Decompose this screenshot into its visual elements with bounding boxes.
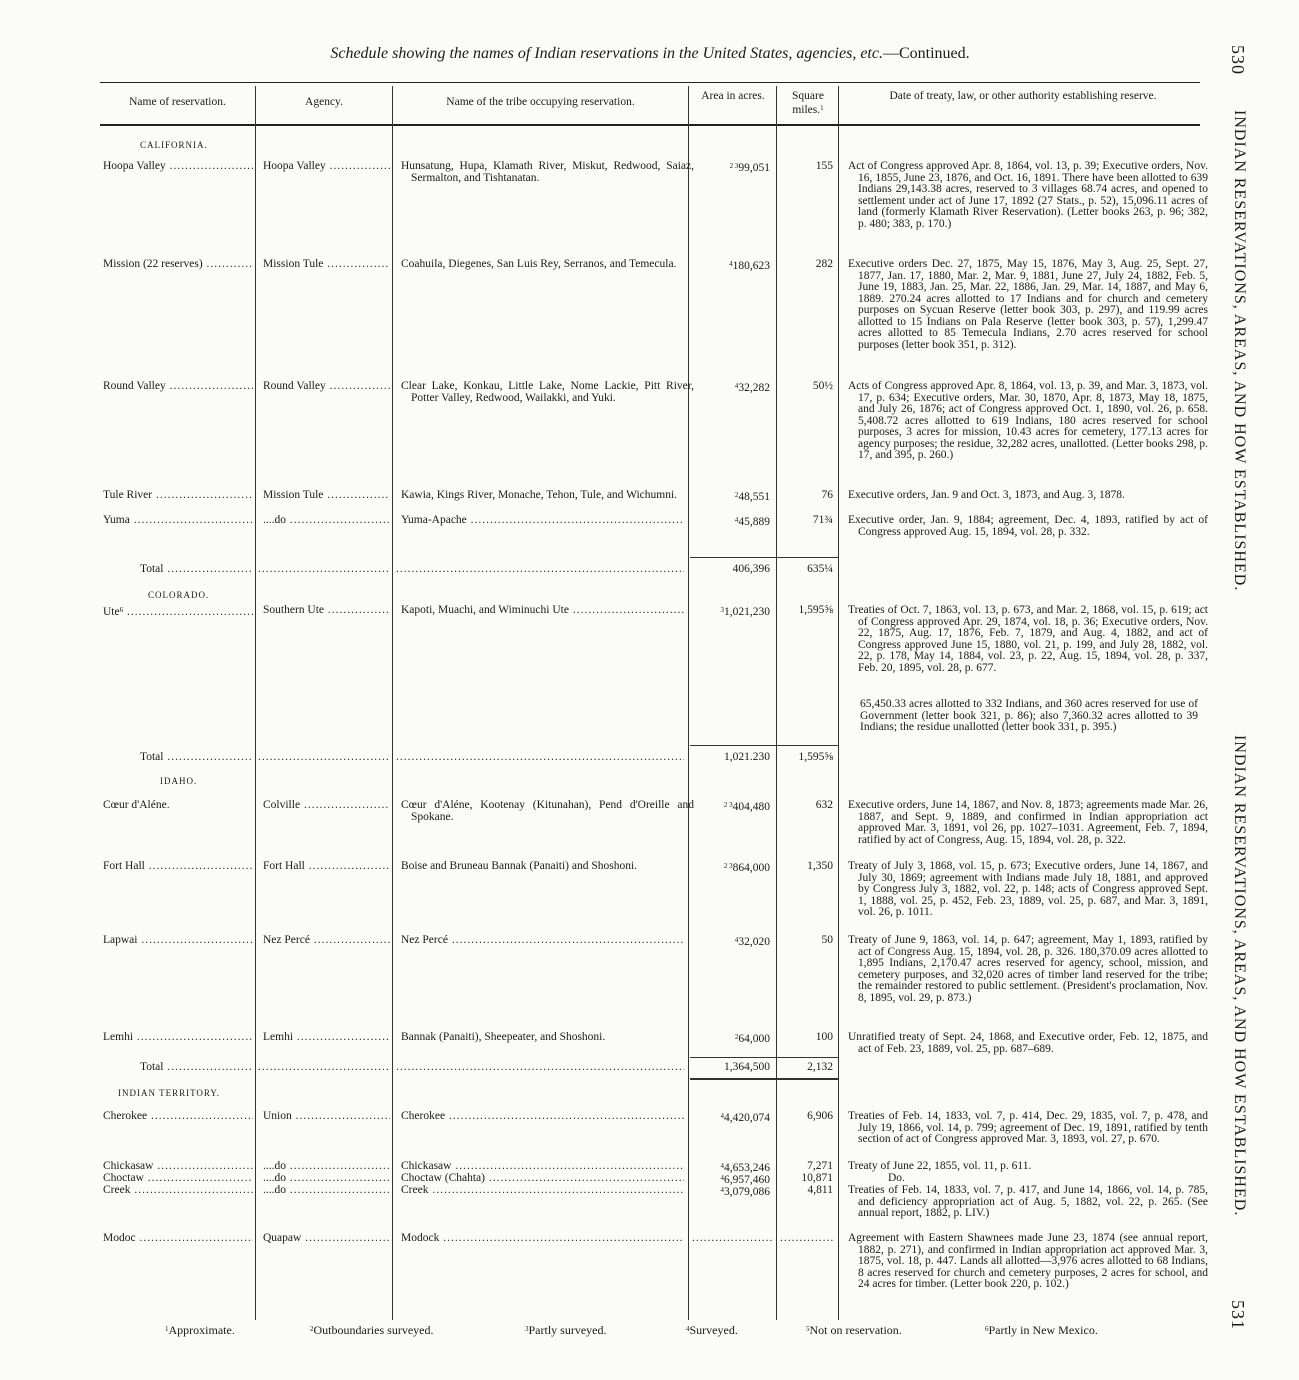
running-header (1218, 45, 1248, 1355)
area-acres: $^3$1,021,230 (720, 606, 770, 618)
square-miles-leader (780, 1233, 835, 1245)
page-number-top: 530 (1228, 45, 1248, 75)
agency-name: Hoopa Valley ..... (263, 161, 390, 173)
state-heading-colorado: COLORADO. (148, 590, 210, 600)
total-rule (690, 557, 838, 558)
area-acres: $^{2 3}$404,480 (723, 801, 770, 813)
footnote: $^1$Approximate. (165, 1323, 235, 1337)
authority-text: Unratified treaty of Sept. 24, 1868, and Executive order, Feb. 12, 1875, and act of Feb. 23, 1889, vol. 25, pp. 687–689. (848, 1031, 1208, 1055)
square-miles: 1,595⅝ (798, 604, 833, 616)
total-leader (396, 1062, 684, 1074)
total-area: 1,364,500 (724, 1061, 770, 1073)
authority-text: Do. (888, 1172, 905, 1184)
square-miles: 76 (821, 489, 833, 501)
area-acres: $^{2 3}$864,000 (723, 862, 770, 874)
area-acres: $^4$4,653,246 (720, 1162, 770, 1174)
agency-name: Union ..... (263, 1111, 390, 1123)
footnote: $^2$Outboundaries surveyed. (310, 1323, 434, 1337)
authority-text: Executive orders, Jan. 9 and Oct. 3, 1873, and Aug. 3, 1878. (848, 489, 1125, 501)
reservation-name: Chickasaw ..... (103, 1161, 253, 1173)
area-acres: $^4$45,889 (734, 516, 770, 528)
column-divider (776, 86, 777, 1320)
agency-name: Lemhi ..... (263, 1032, 390, 1044)
authority-text: Executive order, Jan. 9, 1884; agreement, Dec. 4, 1893, ratified by act of Congress approved Aug. 15, 1894, vol. 28, p. 332. (848, 514, 1208, 538)
table-header-rule (100, 124, 1200, 126)
total-double-rule (690, 1078, 838, 1080)
tribe-names: Cherokee ..... (401, 1111, 684, 1123)
total-leader (258, 1062, 390, 1074)
reservation-name: Lemhi ..... (103, 1032, 253, 1044)
column-divider (392, 86, 393, 1320)
reservation-name: Hoopa Valley ..... (103, 161, 253, 173)
footnote: $^4$Surveyed. (686, 1323, 738, 1337)
total-leader (258, 564, 390, 576)
agency-name: ....do ..... (263, 1161, 390, 1173)
agency-name: Southern Ute ..... (263, 605, 390, 617)
tribe-names: Kapoti, Muachi, and Wiminuchi Ute ..... (401, 605, 684, 617)
reservation-name: Tule River ..... (103, 490, 253, 502)
col-header-name: Name of reservation. (129, 96, 226, 108)
agency-name: Round Valley ..... (263, 381, 390, 393)
authority-text: Treaty of June 9, 1863, vol. 14, p. 647; agreement, May 1, 1893, ratified by act of Congress Aug. 15, 1894, vol. 28, p. 326. 180,370.09 acres allotted to 1,895 Indians, 2,170.47 acres reserved for agency, school, mission, and cemetery purposes, and 32,020 acres of timber land reserved for the tribe; the remainder restored to public settlement. (President's proclamation, Nov. 8, 1895, vol. 29, p. 873.) (848, 934, 1208, 1004)
footnote: $^6$Partly in New Mexico. (985, 1323, 1098, 1337)
area-acres: $^2$64,000 (734, 1033, 770, 1045)
total-label: Total ..... (140, 1062, 253, 1074)
area-acres: $^4$32,282 (734, 382, 770, 394)
authority-text: Treaties of Feb. 14, 1833, vol. 7, p. 414, Dec. 29, 1835, vol. 7, p. 478, and July 19, 1866, vol. 14, p. 799; agreement of Dec. 19, 1891, ratified by tenth section of act of Congress approved Mar. 3, 1893, vol. 27, p. 670. (848, 1110, 1208, 1145)
authority-text: Acts of Congress approved Apr. 8, 1864, vol. 13, p. 39, and Mar. 3, 1873, vol. 17, p. 634; Executive orders, Mar. 30, 1870, Apr. 8, 1873, May 18, 1875, and July 26, 1876; act of Congress approved Oct. 1, 1890, vol. 26, p. 658. 5,408.72 acres allotted to 619 Indians, 180 acres reserved for school purposes, 3 acres for mission, 10.43 acres for cemetery, 177.13 acres for agency purposes; the residue, 32,282 acres, unallotted. (Letter books 298, p. 17, and 395, p. 260.) (848, 380, 1209, 461)
total-square-miles: 635¼ (807, 563, 833, 575)
agency-name: ....do ..... (263, 1185, 390, 1197)
reservation-name: Modoc ..... (103, 1233, 253, 1245)
authority-text: Executive orders, June 14, 1867, and Nov. 8, 1873; agreements made Mar. 26, 1887, and Sept. 9, 1889, and confirmed in Indian appropriation act approved Mar. 3, 1891, vol 26, pp. 1027–1031. Agreement, Feb. 7, 1894, ratified by act of Congress, Aug. 15, 1894, vol. 28, p. 322. (848, 799, 1208, 846)
reservation-name: Cherokee ..... (103, 1111, 253, 1123)
total-leader (396, 752, 684, 764)
tribe-names: Nez Percé ..... (401, 935, 684, 947)
tribe-names: Kawia, Kings River, Monache, Tehon, Tule, and Wichumni. (401, 489, 678, 501)
area-acres: $^2$48,551 (734, 491, 770, 503)
agency-name: Fort Hall ..... (263, 861, 390, 873)
col-header-agency: Agency. (305, 96, 343, 108)
square-miles: 6,906 (807, 1110, 833, 1122)
reservation-name: Cœur d'Aléne. (103, 799, 170, 811)
area-acres: $^4$6,957,460 (720, 1174, 770, 1186)
tribe-names: Yuma-Apache ..... (401, 515, 684, 527)
square-miles: 632 (815, 799, 833, 811)
reservation-name: Lapwai ..... (103, 935, 253, 947)
agency-name: Quapaw ..... (263, 1233, 390, 1245)
total-leader (396, 564, 684, 576)
area-acres: $^4$3,079,086 (720, 1186, 770, 1198)
col-header-square-miles: Square miles.$^1$ (792, 90, 824, 116)
square-miles: 10,871 (801, 1172, 833, 1184)
square-miles: 50 (821, 934, 833, 946)
tribe-names: Chickasaw ..... (401, 1161, 684, 1173)
total-square-miles: 2,132 (807, 1061, 833, 1073)
authority-text: Treaties of Feb. 14, 1833, vol. 7, p. 417, and June 14, 1866, vol. 14, p. 785, and deficiency appropriation act of Aug. 5, 1882, vol. 22, p. 265. (See annual report, 1882, p. LIV.) (848, 1184, 1208, 1219)
authority-text: Agreement with Eastern Shawnees made June 23, 1874 (see annual report, 1882, p. 271), and confirmed in Indian appropriation act approved Mar. 3, 1875, vol. 18, p. 447. Lands all allotted—3,976 acres allotted to 68 Indians, 8 acres reserved for church and cemetery purposes, 2 acres for school, and 24 acres for timber. (Letter book 220, p. 102.) (848, 1232, 1208, 1290)
page-title: Schedule showing the names of Indian reservations in the United States, agencies, etc.—Continued. (330, 45, 970, 62)
total-square-miles: 1,595⅝ (798, 751, 833, 763)
area-acres: $^4$32,020 (734, 936, 770, 948)
agency-name: Colville ..... (263, 800, 390, 812)
square-miles: 71¾ (812, 514, 833, 526)
reservation-name: Choctaw ..... (103, 1173, 253, 1185)
running-header-top: INDIAN RESERVATIONS, AREAS, AND HOW ESTABLISHED. (1231, 110, 1248, 592)
tribe-names: Bannak (Panaiti), Sheepeater, and Shoshoni. (401, 1031, 606, 1043)
agency-name: Nez Percé ..... (263, 935, 390, 947)
state-heading-idaho: IDAHO. (160, 776, 198, 786)
footnote: $^3$Partly surveyed. (525, 1323, 607, 1337)
column-divider (255, 86, 256, 1320)
total-rule (690, 1057, 838, 1058)
total-label: Total ..... (140, 752, 253, 764)
square-miles: 4,811 (807, 1184, 833, 1196)
agency-name: ....do ..... (263, 1173, 390, 1185)
square-miles: 155 (815, 160, 833, 172)
square-miles: 50½ (812, 380, 833, 392)
agency-name: ....do ..... (263, 515, 390, 527)
tribe-names: Coahuila, Diegenes, San Luis Rey, Serranos, and Temecula. (401, 258, 677, 270)
square-miles: 7,271 (807, 1160, 833, 1172)
total-area: 406,396 (732, 563, 770, 575)
reservation-name: Ute$^6$ ..... (103, 605, 253, 619)
square-miles: 1,350 (807, 860, 833, 872)
authority-text: Treaty of June 22, 1855, vol. 11, p. 611. (848, 1160, 1032, 1172)
square-miles: 282 (815, 258, 833, 270)
state-heading-indian-territory: INDIAN TERRITORY. (118, 1088, 221, 1098)
authority-text: Treaty of July 3, 1868, vol. 15, p. 673; Executive orders, June 14, 1867, and July 30, 1869; agreement with Indians made July 18, 1881, and approved by Congress July 3, 1882, vol. 22, p. 148; acts of Congress approved Sept. 1, 1888, vol. 25, p. 452, Feb. 23, 1889, vol. 25, p. 687, and Mar. 3, 1891, vol. 26, p. 1011. (848, 860, 1208, 918)
tribe-names: Choctaw (Chahta) ..... (401, 1173, 684, 1185)
footnote: $^5$Not on reservation. (806, 1323, 902, 1337)
area-acres: $^4$4,420,074 (720, 1112, 770, 1124)
area-leader (692, 1233, 774, 1245)
running-header-bottom: INDIAN RESERVATIONS, AREAS, AND HOW ESTABLISHED. (1231, 735, 1248, 1217)
col-header-authority: Date of treaty, law, or other authority establishing reserve. (889, 90, 1157, 102)
col-header-area: Area in acres. (701, 90, 765, 102)
area-acres: $^{2 3}$99,051 (729, 162, 770, 174)
authority-text: Executive orders Dec. 27, 1875, May 15, 1876, May 3, Aug. 25, Sept. 27, 1877, Jan. 17, 1880, Mar. 2, Mar. 9, 1881, June 27, July 24, 1882, Feb. 5, June 19, 1883, Jan. 25, Mar. 22, 1886, Jan. 29, Mar. 14, 1887, and May 6, 1889. 270.24 acres allotted to 17 Indians and for church and cemetery purposes on Sycuan Reserve (letter book 303, p. 297), and 119.99 acres allotted to 15 Indians on Pala Reserve (letter book 303, p. 57), 1,299.47 acres allotted to 85 Temecula Indians, 2.70 acres reserved for school purposes (letter book 351, p. 312). (848, 258, 1208, 351)
agency-name: Mission Tule ..... (263, 490, 390, 502)
tribe-names: Creek ..... (401, 1185, 684, 1197)
square-miles: 100 (815, 1031, 833, 1043)
total-label: Total ..... (140, 564, 253, 576)
tribe-names: Hunsatung, Hupa, Klamath River, Miskut, Redwood, Saiaz, Sermalton, and Tishtanatan. (401, 160, 694, 184)
tribe-names: Modock ..... (401, 1233, 684, 1245)
authority-text-continued: 65,450.33 acres allotted to 332 Indians, and 360 acres reserved for use of Government (letter book 321, p. 86); also 7,360.32 acres allotted to 39 Indians; the residue unallotted (letter book 331, p. 395.) (860, 698, 1198, 733)
total-rule (690, 745, 838, 746)
col-header-tribe: Name of the tribe occupying reservation. (446, 96, 635, 108)
tribe-names: Clear Lake, Konkau, Little Lake, Nome Lackie, Pitt River, Potter Valley, Redwood, Wailakki, and Yuki. (401, 380, 694, 404)
page-number-bottom: 531 (1228, 1300, 1248, 1330)
area-acres: $^4$180,623 (729, 260, 770, 272)
state-heading-california: CALIFORNIA. (140, 140, 208, 150)
reservation-name: Creek ..... (103, 1185, 253, 1197)
reservation-name: Mission (22 reserves) ..... (103, 259, 253, 271)
total-leader (258, 752, 390, 764)
total-area: 1,021.230 (724, 751, 770, 763)
tribe-names: Cœur d'Aléne, Kootenay (Kitunahan), Pend d'Oreille and Spokane. (401, 799, 694, 823)
column-divider (838, 86, 839, 1320)
column-divider (688, 86, 689, 1320)
reservation-name: Round Valley ..... (103, 381, 253, 393)
authority-text: Treaties of Oct. 7, 1863, vol. 13, p. 673, and Mar. 2, 1868, vol. 15, p. 619; act of Congress approved Apr. 29, 1874, vol. 18, p. 36; Executive orders, Nov. 22, 1875, Aug. 17, 1876, Feb. 7, 1879, and Aug. 4, 1882, and act of Congress approved June 15, 1880, vol. 21, p. 199, and July 28, 1882, vol. 22, p. 178, May 14, 1884, vol. 23, p. 22, Aug. 15, 1894, vol. 28, p. 337, Feb. 20, 1895, vol. 28, p. 677. (848, 604, 1208, 674)
tribe-names: Boise and Bruneau Bannak (Panaiti) and Shoshoni. (401, 860, 638, 872)
authority-text: Act of Congress approved Apr. 8, 1864, vol. 13, p. 39; Executive orders, Nov. 16, 1855, June 23, 1876, and Oct. 16, 1891. There have been allotted to 639 Indians 29,143.38 acres, reserved to 3 villages 68.74 acres, and opened to settlement under act of June 17, 1892 (27 Stats., p. 52), 15,096.11 acres of land (formerly Klamath River Reservation). (Letter books 263, p. 96; 382, p. 480; 383, p. 170.) (848, 160, 1208, 230)
reservation-name: Yuma ..... (103, 515, 253, 527)
agency-name: Mission Tule ..... (263, 259, 390, 271)
reservation-name: Fort Hall ..... (103, 861, 253, 873)
table-top-rule (100, 82, 1200, 83)
